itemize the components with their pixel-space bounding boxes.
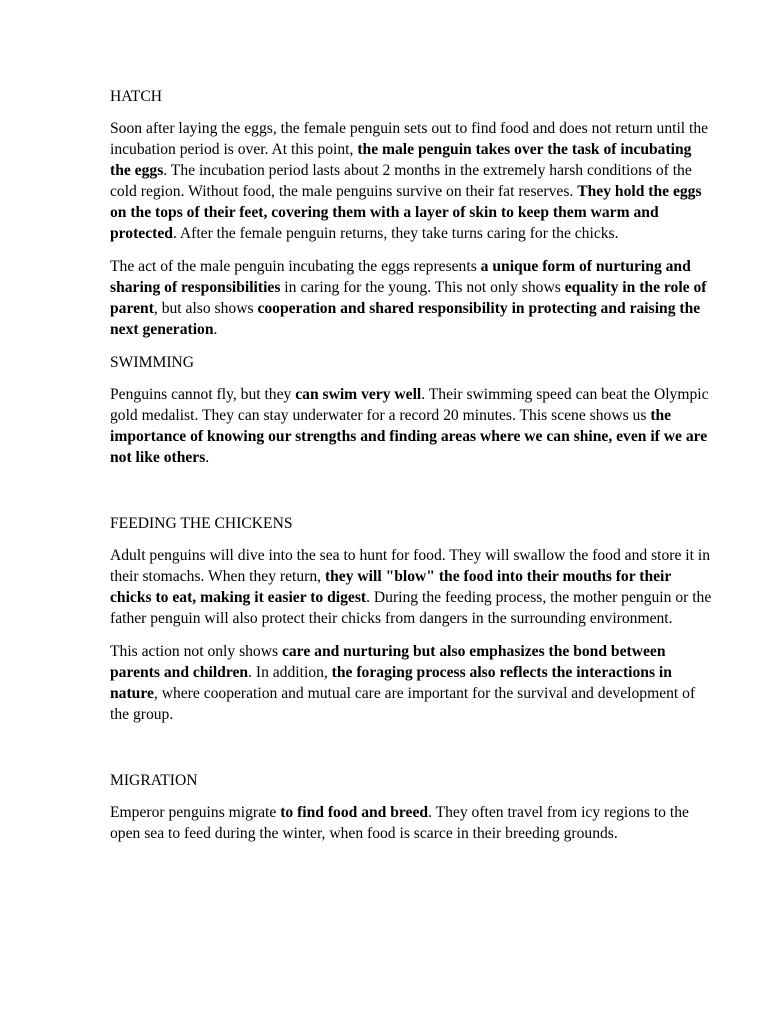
bold-text-run: cooperation and shared responsibility in protecting and raising the next generation: [110, 300, 701, 338]
paragraph: [110, 118, 712, 244]
paragraph: [110, 545, 712, 629]
text-run: . During the feeding process, the mother penguin or the father penguin will also protect their chicks from dangers in the surrounding environment.: [110, 589, 712, 627]
section-heading: SWIMMING: [110, 354, 195, 371]
text-run: in caring for the young. This not only shows: [280, 279, 565, 296]
paragraph: [110, 384, 712, 468]
section-hatch: [110, 86, 712, 340]
section-heading: HATCH: [110, 88, 162, 105]
text-run: Adult penguins will dive into the sea to hunt for food. They will swallow the food and store it in their stomachs. When they return,: [110, 547, 710, 585]
paragraph: [110, 802, 712, 844]
bold-text-run: care and nurturing but also emphasizes the bond between parents and children: [110, 643, 666, 681]
section-feeding-the-chickens: [110, 513, 712, 725]
bold-text-run: a unique form of nurturing and sharing of responsibilities: [110, 258, 691, 296]
text-run: .: [213, 321, 218, 338]
text-run: Emperor penguins migrate: [110, 804, 281, 821]
text-run: , but also shows: [153, 300, 258, 317]
document-page: [110, 86, 712, 856]
text-run: Soon after laying the eggs, the female penguin sets out to find food and does not return until the incubation period is over. At this point,: [110, 120, 709, 158]
text-run: , where cooperation and mutual care are important for the survival and development of the group.: [110, 685, 696, 723]
text-run: . They often travel from icy regions to the open sea to feed during the winter, when food is scarce in their breeding grounds.: [110, 804, 689, 842]
text-run: .: [205, 449, 210, 466]
blank-line: [110, 737, 712, 770]
text-run: The act of the male penguin incubating the eggs represents: [110, 258, 481, 275]
text-run: . The incubation period lasts about 2 months in the extremely harsh conditions of the cold region. Without food, the male penguins survive on their fat reserves.: [110, 162, 692, 200]
bold-text-run: they will "blow" the food into their mouths for their chicks to eat, making it easier to digest: [110, 568, 672, 606]
bold-text-run: They hold the eggs on the tops of their feet, covering them with a layer of skin to keep them warm and protected: [110, 183, 702, 242]
paragraph: [110, 256, 712, 340]
text-run: . In addition,: [248, 664, 332, 681]
paragraph: [110, 641, 712, 725]
section-heading: FEEDING THE CHICKENS: [110, 515, 293, 532]
text-run: Penguins cannot fly, but they: [110, 386, 296, 403]
section-heading: MIGRATION: [110, 772, 198, 789]
bold-text-run: the importance of knowing our strengths and finding areas where we can shine, even if we are not like others: [110, 407, 708, 466]
text-run: . After the female penguin returns, they take turns caring for the chicks.: [172, 225, 619, 242]
text-run: . Their swimming speed can beat the Olympic gold medalist. They can stay underwater for a record 20 minutes. This scene shows us: [110, 386, 709, 424]
text-run: This action not only shows: [110, 643, 282, 660]
section-migration: [110, 770, 712, 844]
bold-text-run: can swim very well: [295, 386, 422, 403]
bold-text-run: the male penguin takes over the task of incubating the eggs: [110, 141, 692, 179]
blank-line: [110, 480, 712, 513]
bold-text-run: the foraging process also reflects the interactions in nature: [110, 664, 672, 702]
section-swimming: [110, 352, 712, 468]
bold-text-run: equality in the role of parent: [110, 279, 707, 317]
bold-text-run: to find food and breed: [280, 804, 429, 821]
